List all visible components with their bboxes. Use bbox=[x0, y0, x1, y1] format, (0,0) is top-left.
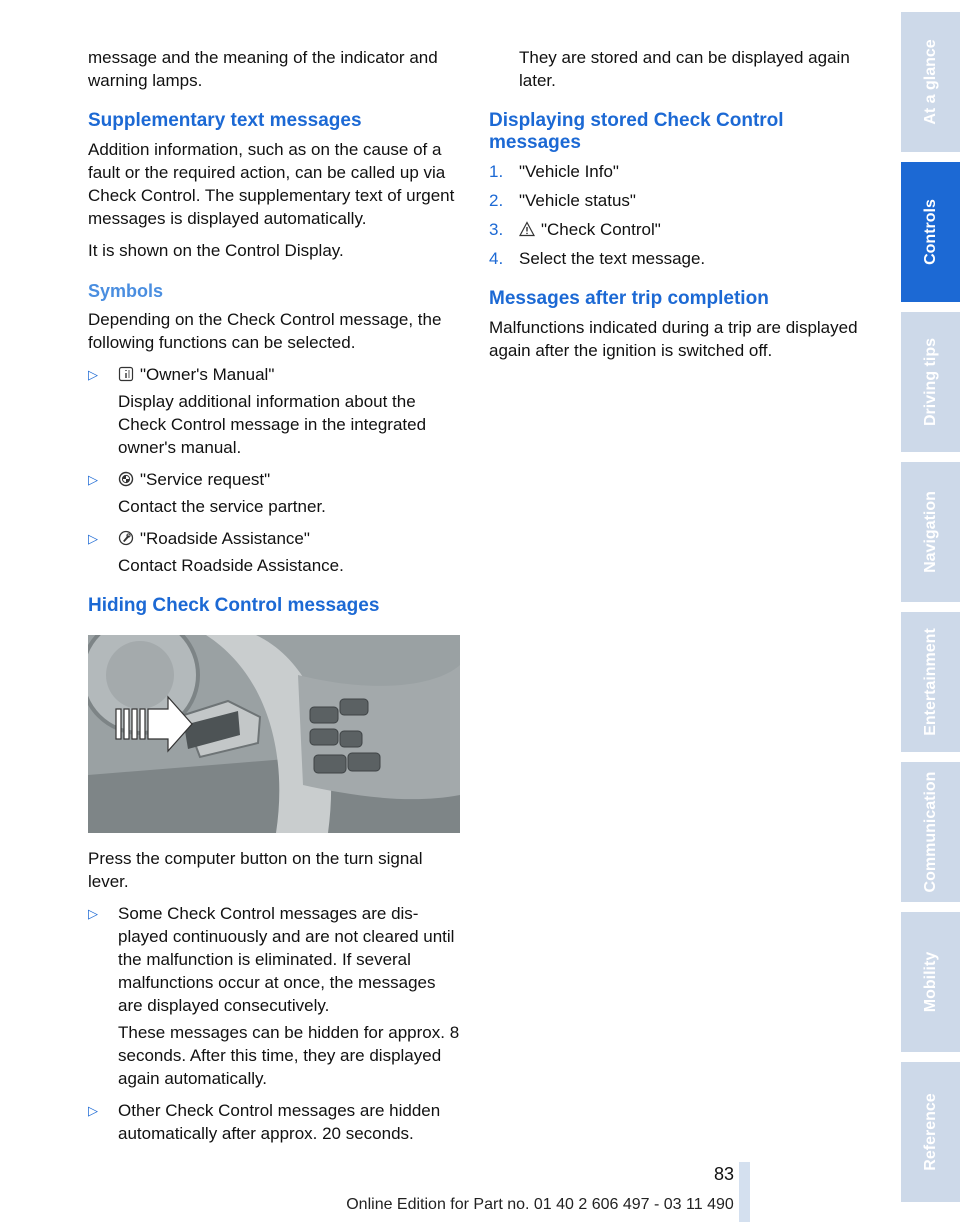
roadside-label: "Roadside Assistance" bbox=[140, 529, 310, 548]
page-number: 83 bbox=[713, 1164, 734, 1184]
roadside-desc: Contact Roadside Assistance. bbox=[118, 556, 344, 575]
supplementary-paragraph: Addition information, such as on the cause of a fault or the required action, can be called up via Check Control. The supplementary text of urgent messages is displayed automatically. bbox=[88, 140, 455, 228]
left-column bbox=[88, 46, 460, 1154]
bullet-hide-auto bbox=[88, 1099, 460, 1145]
hide-auto-text: Other Check Control messages are hidden automatically after approx. 20 seconds. bbox=[118, 1101, 441, 1143]
book-icon bbox=[118, 366, 134, 382]
supplementary-heading: Supplementary text messages bbox=[88, 110, 362, 131]
stored-continuation: They are stored and can be displayed again later. bbox=[519, 48, 850, 90]
steps-list bbox=[489, 160, 863, 270]
footer bbox=[0, 1196, 960, 1214]
tab-reference[interactable]: Reference bbox=[901, 1062, 960, 1202]
bullet-marker-icon: ▷ bbox=[88, 472, 98, 487]
bullet-hide-continuous bbox=[88, 902, 460, 1090]
bmw-service-icon bbox=[118, 471, 134, 487]
service-request-desc: Contact the service partner. bbox=[118, 497, 326, 516]
control-display-paragraph: It is shown on the Control Display. bbox=[88, 241, 344, 260]
hiding-heading: Hiding Check Control messages bbox=[88, 595, 380, 616]
bullet-service-request bbox=[88, 468, 460, 518]
tab-navigation[interactable]: Navigation bbox=[901, 462, 960, 602]
bullet-marker-icon: ▷ bbox=[88, 531, 98, 546]
service-request-label: "Service request" bbox=[140, 470, 271, 489]
bullet-marker-icon: ▷ bbox=[88, 1103, 98, 1118]
right-column bbox=[489, 46, 863, 371]
warning-triangle-icon bbox=[519, 221, 535, 237]
intro-text: message and the meaning of the indicator and warning lamps. bbox=[88, 48, 438, 90]
tab-entertainment[interactable]: Entertainment bbox=[901, 612, 960, 752]
symbols-heading: Symbols bbox=[88, 281, 164, 301]
hide-continuous-text: Some Check Control messages are displayed continuously and are not cleared until the malfunction is eliminated. If several malfunctions occur at once, the messages are displayed consecutively. bbox=[118, 904, 455, 1015]
bullet-marker-icon: ▷ bbox=[88, 906, 98, 921]
owners-manual-label: "Owner's Manual" bbox=[140, 365, 275, 384]
tab-mobility[interactable]: Mobility bbox=[901, 912, 960, 1052]
list-item: 4. Select the text message. bbox=[489, 249, 706, 268]
hide-continuous-note: These messages can be hidden for approx. 8 seconds. After this time, they are displayed again automatically. bbox=[118, 1023, 460, 1088]
list-item: 2. "Vehicle status" bbox=[489, 191, 636, 210]
bullet-marker-icon: ▷ bbox=[88, 367, 98, 382]
tab-controls[interactable]: Controls bbox=[901, 162, 960, 302]
list-item: 1. "Vehicle Info" bbox=[489, 162, 619, 181]
footer-text: Online Edition for Part no. 01 40 2 606 497 - 03 11 490 bbox=[346, 1196, 734, 1213]
symbols-paragraph: Depending on the Check Control message, the following functions can be selected. bbox=[88, 310, 442, 352]
bullet-owners-manual bbox=[88, 363, 460, 459]
trip-paragraph: Malfunctions indicated during a trip are displayed again after the ignition is switched off. bbox=[489, 318, 858, 360]
trip-heading: Messages after trip completion bbox=[489, 288, 769, 309]
tab-at-a-glance[interactable]: At a glance bbox=[901, 12, 960, 152]
press-paragraph: Press the computer button on the turn signal lever. bbox=[88, 849, 423, 891]
list-item: 3. "Check Control" bbox=[489, 220, 661, 239]
owners-manual-desc: Display additional information about the Check Control message in the integrated owner's manual. bbox=[118, 392, 427, 457]
tab-driving-tips[interactable]: Driving tips bbox=[901, 312, 960, 452]
stored-heading: Displaying stored Check Control messages bbox=[489, 110, 784, 153]
chapter-tabs bbox=[901, 0, 960, 1222]
tab-communication[interactable]: Communication bbox=[901, 762, 960, 902]
roadside-icon bbox=[118, 530, 134, 546]
bullet-roadside-assistance bbox=[88, 527, 460, 577]
steering-wheel-photo bbox=[88, 635, 460, 833]
